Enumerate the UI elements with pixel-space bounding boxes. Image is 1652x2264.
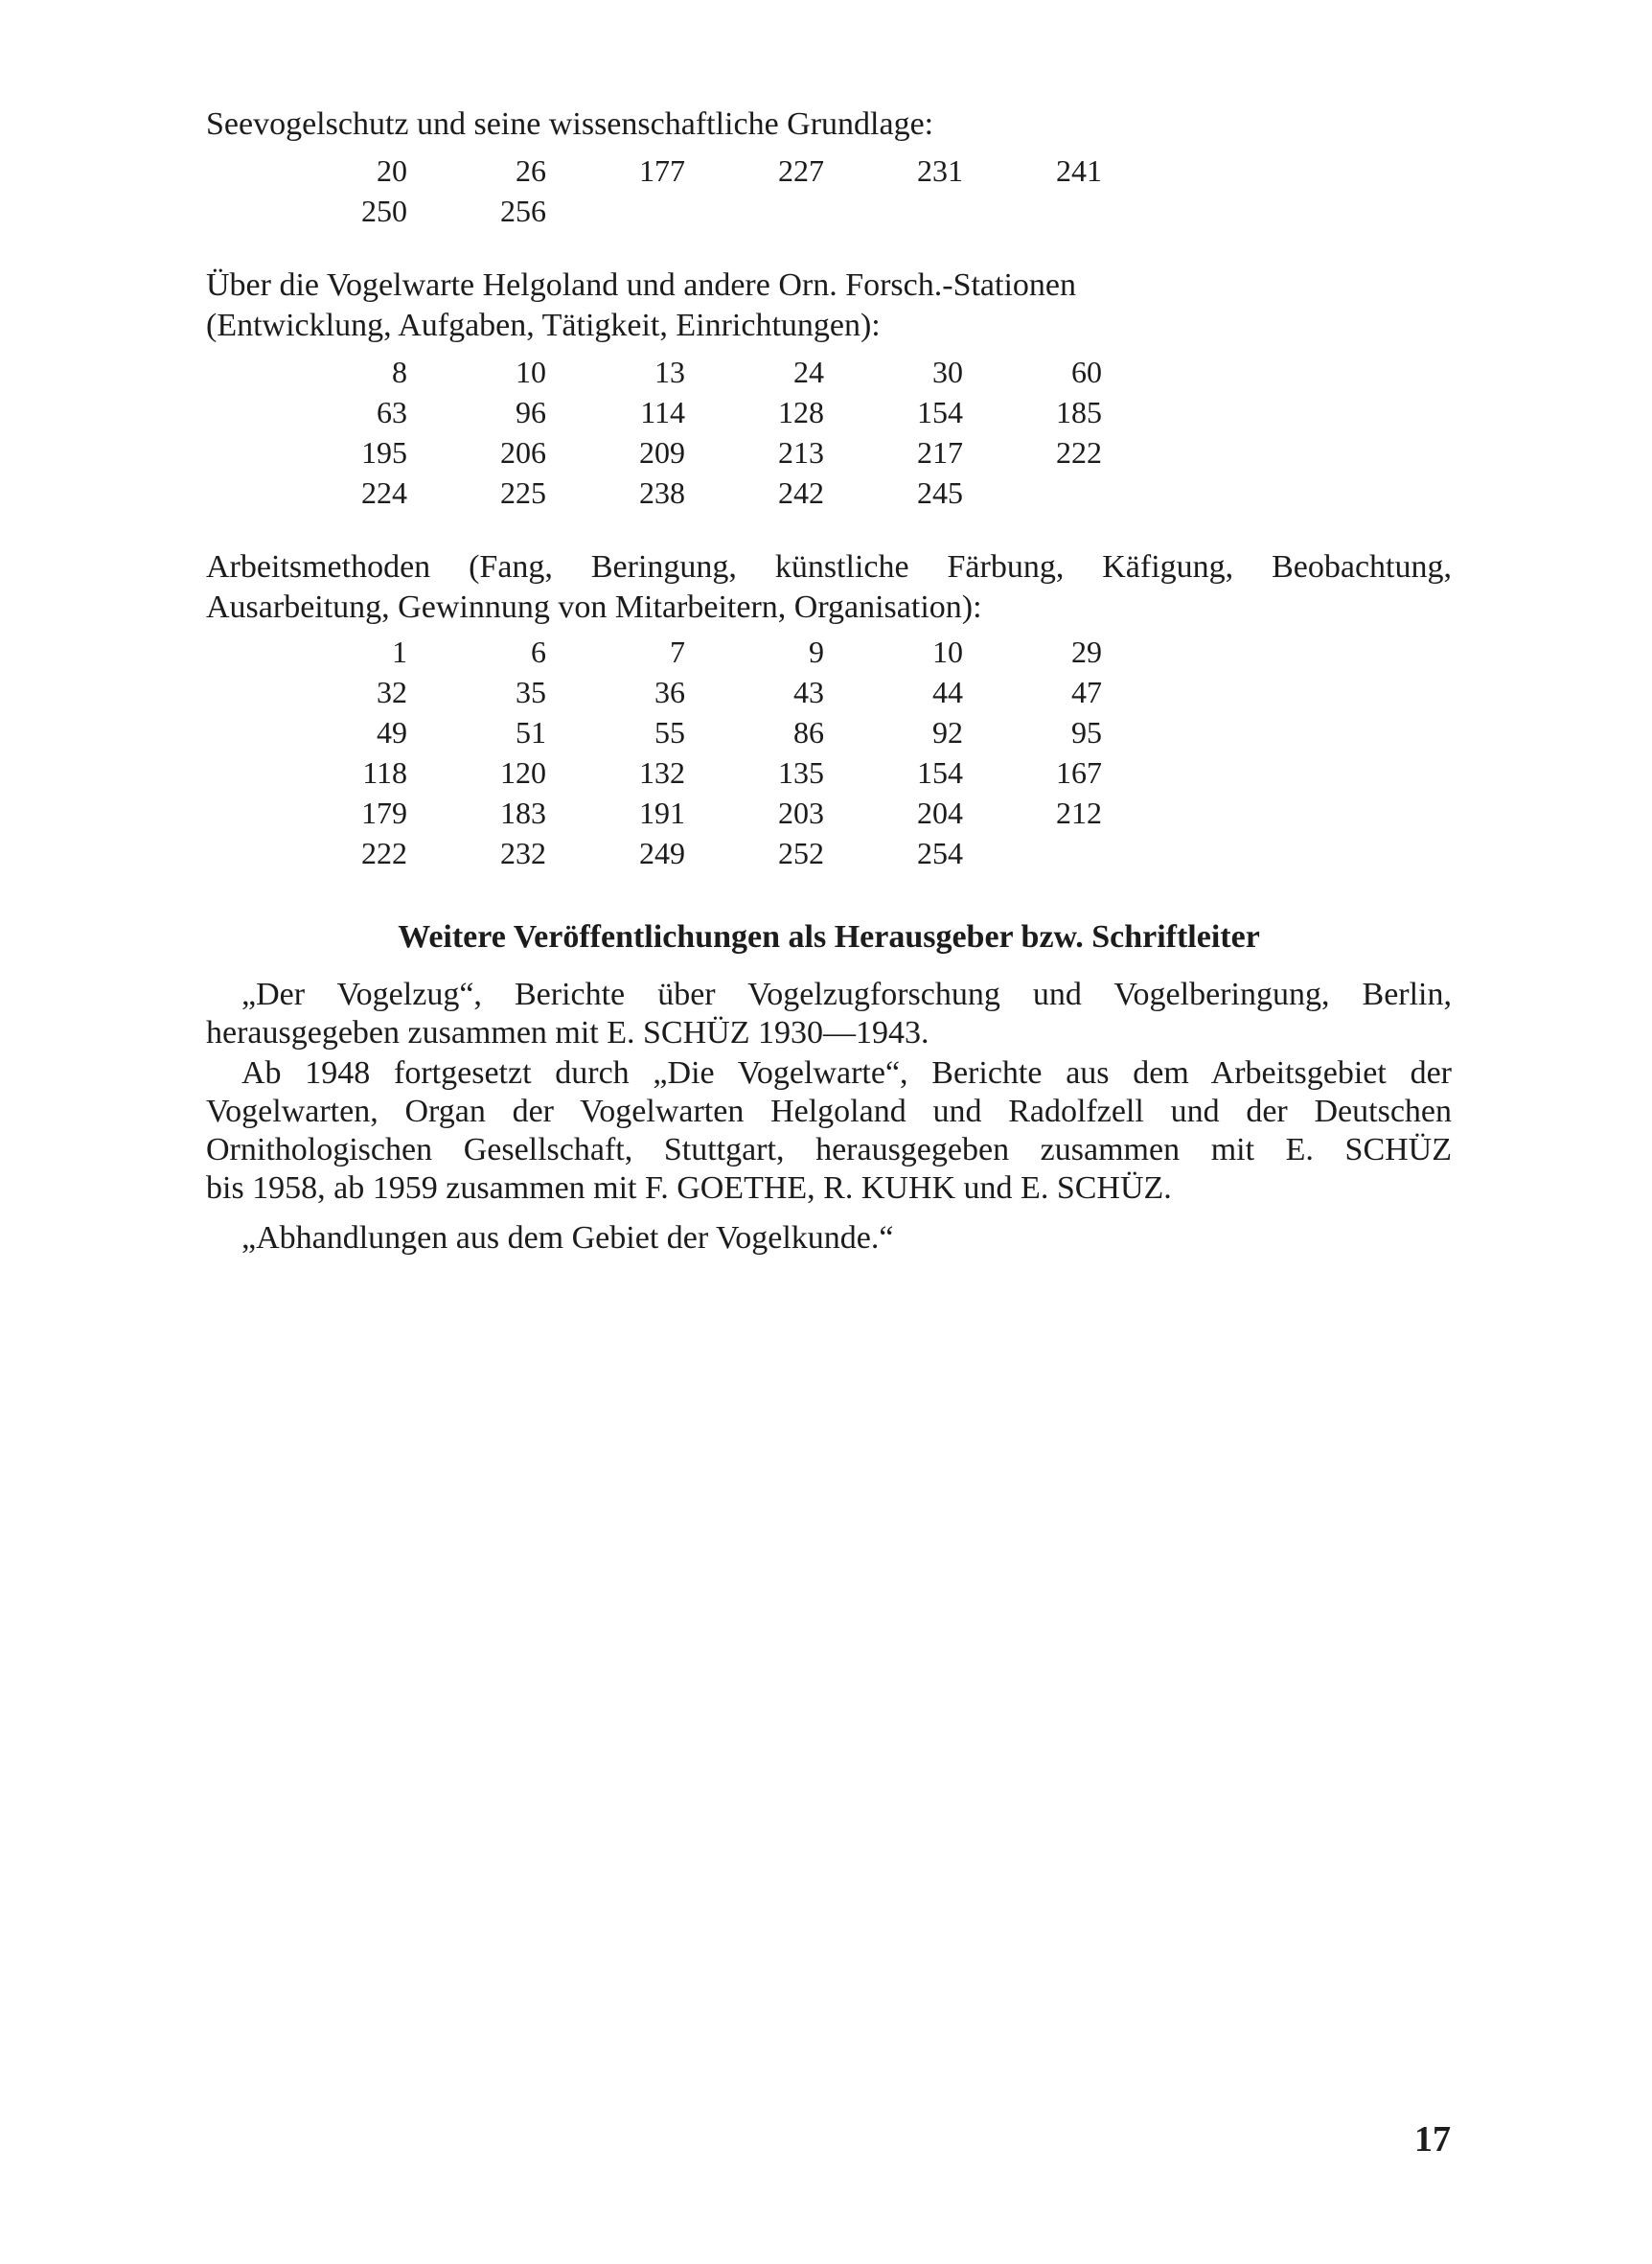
page-ref: 29 <box>1071 635 1102 669</box>
paragraph-line: bis 1958, ab 1959 zusammen mit F. GOETHE, R. KUHK und E. SCHÜZ. <box>206 1170 1172 1206</box>
page-ref: 204 <box>917 796 963 830</box>
page-ref: 9 <box>809 635 824 669</box>
page-ref: 154 <box>917 755 963 790</box>
page-ref: 154 <box>917 395 963 429</box>
page-ref: 13 <box>654 355 685 389</box>
page-ref: 254 <box>917 836 963 870</box>
page-ref: 26 <box>516 153 546 188</box>
page-ref: 209 <box>639 435 685 470</box>
page-ref: 203 <box>778 796 824 830</box>
page-ref: 36 <box>654 675 685 709</box>
page-ref: 43 <box>793 675 824 709</box>
page-number: 17 <box>1414 2119 1451 2160</box>
page-ref: 213 <box>778 435 824 470</box>
page-ref: 195 <box>361 435 407 470</box>
section-title-line: Ausarbeitung, Gewinnung von Mitarbeitern, Organisation): <box>206 589 982 625</box>
page-ref: 241 <box>1056 153 1102 188</box>
page-ref: 8 <box>392 355 407 389</box>
section-title-line: Über die Vogelwarte Helgoland und andere Orn. Forsch.-Stationen <box>206 267 1077 303</box>
page-ref: 49 <box>377 715 407 750</box>
number-row <box>0 151 1652 190</box>
section-title-line: (Entwicklung, Aufgaben, Tätigkeit, Einrichtungen): <box>206 308 881 343</box>
page-ref: 179 <box>361 796 407 830</box>
page-ref: 120 <box>500 755 546 790</box>
number-row <box>0 713 1652 751</box>
page-ref: 44 <box>932 675 963 709</box>
page-ref: 227 <box>778 153 824 188</box>
page-ref: 250 <box>361 194 407 228</box>
page-ref: 6 <box>531 635 546 669</box>
number-row <box>0 633 1652 671</box>
paragraph-line: Vogelwarten, Organ der Vogelwarten Helgoland und Radolfzell und der Deutschen <box>206 1094 1452 1129</box>
paragraph-line: Ornithologischen Gesellschaft, Stuttgart, herausgegeben zusammen mit E. SCHÜZ <box>206 1132 1452 1167</box>
number-row <box>0 433 1652 472</box>
page-ref: 242 <box>778 475 824 510</box>
page-ref: 60 <box>1071 355 1102 389</box>
page-ref: 135 <box>778 755 824 790</box>
page-ref: 222 <box>1056 435 1102 470</box>
page-ref: 232 <box>500 836 546 870</box>
number-row <box>0 353 1652 391</box>
page-ref: 245 <box>917 475 963 510</box>
page-ref: 32 <box>377 675 407 709</box>
page-ref: 256 <box>500 194 546 228</box>
page-ref: 183 <box>500 796 546 830</box>
page-ref: 63 <box>377 395 407 429</box>
number-row <box>0 794 1652 832</box>
page-ref: 1 <box>392 635 407 669</box>
page-ref: 10 <box>932 635 963 669</box>
page-ref: 55 <box>654 715 685 750</box>
page-ref: 7 <box>670 635 685 669</box>
number-row <box>0 834 1652 872</box>
page-ref: 51 <box>516 715 546 750</box>
page-ref: 86 <box>793 715 824 750</box>
page-ref: 35 <box>516 675 546 709</box>
page-ref: 96 <box>516 395 546 429</box>
paragraph-line: herausgegeben zusammen mit E. SCHÜZ 1930—1943. <box>206 1015 929 1051</box>
number-row <box>0 393 1652 431</box>
number-row <box>0 192 1652 230</box>
page-ref: 217 <box>917 435 963 470</box>
page-ref: 24 <box>793 355 824 389</box>
page-ref: 118 <box>362 755 407 790</box>
page-ref: 222 <box>361 836 407 870</box>
page-ref: 206 <box>500 435 546 470</box>
section-heading: Weitere Veröffentlichungen als Herausgeber bzw. Schriftleiter <box>398 919 1260 955</box>
page-ref: 95 <box>1071 715 1102 750</box>
page-ref: 252 <box>778 836 824 870</box>
page-ref: 10 <box>516 355 546 389</box>
number-row <box>0 673 1652 711</box>
paragraph-line: „Abhandlungen aus dem Gebiet der Vogelkunde.“ <box>241 1220 894 1256</box>
page-ref: 177 <box>639 153 685 188</box>
page-ref: 30 <box>932 355 963 389</box>
page-ref: 92 <box>932 715 963 750</box>
section-title-line: Seevogelschutz und seine wissenschaftliche Grundlage: <box>206 106 934 142</box>
page-ref: 225 <box>500 475 546 510</box>
number-row <box>0 753 1652 792</box>
page-ref: 224 <box>361 475 407 510</box>
page-ref: 47 <box>1071 675 1102 709</box>
page-ref: 114 <box>640 395 685 429</box>
page-ref: 128 <box>778 395 824 429</box>
page-ref: 185 <box>1056 395 1102 429</box>
paragraph-line: „Der Vogelzug“, Berichte über Vogelzugforschung und Vogelberingung, Berlin, <box>241 977 1452 1012</box>
page-ref: 238 <box>639 475 685 510</box>
page-ref: 132 <box>639 755 685 790</box>
page-ref: 212 <box>1056 796 1102 830</box>
page-ref: 167 <box>1056 755 1102 790</box>
page-ref: 231 <box>917 153 963 188</box>
number-row <box>0 474 1652 512</box>
page-ref: 191 <box>639 796 685 830</box>
section-title-line: Arbeitsmethoden (Fang, Beringung, künstliche Färbung, Käfigung, Beobachtung, <box>206 549 1452 585</box>
page-ref: 249 <box>639 836 685 870</box>
paragraph-line: Ab 1948 fortgesetzt durch „Die Vogelwarte“, Berichte aus dem Arbeitsgebiet der <box>241 1055 1452 1091</box>
page-ref: 20 <box>377 153 407 188</box>
